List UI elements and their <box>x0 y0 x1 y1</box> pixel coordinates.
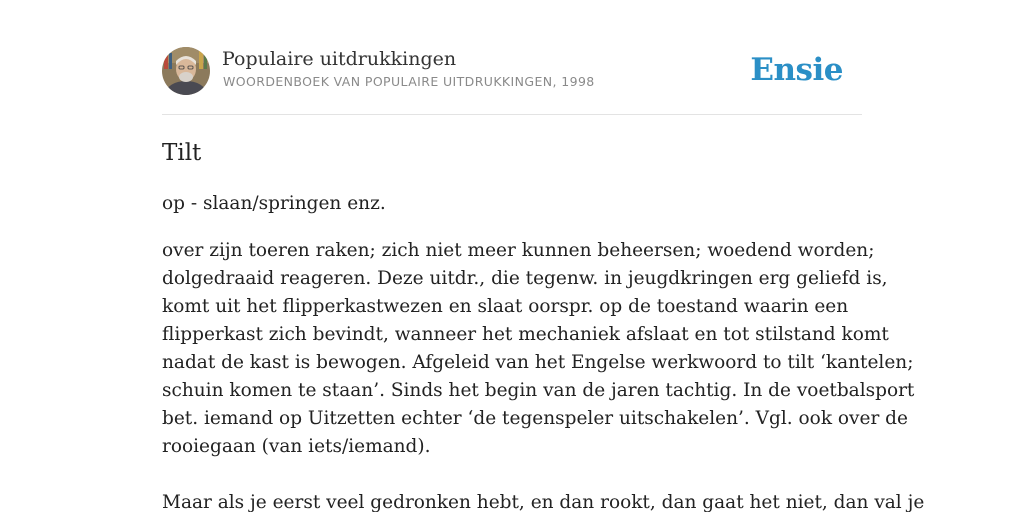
definition-line: nadat de kast is bewogen. Afgeleid van het Engelse werkwoord to tilt ‘kantelen; <box>162 352 914 373</box>
definition-line: komt uit het flipperkastwezen en slaat oorspr. op de toestand waarin een <box>162 296 849 317</box>
definition-line: rooiegaan (van iets/iemand). <box>162 436 431 457</box>
example-line: Maar als je eerst veel gedronken hebt, en dan rookt, dan gaat het niet, dan val je <box>162 492 925 512</box>
definition-line: bet. iemand op Uitzetten echter ‘de tegenspeler uitschakelen’. Vgl. ook over de <box>162 408 908 429</box>
entry-subheading: op - slaan/springen enz. <box>162 193 386 214</box>
paragraph-gap <box>162 461 862 489</box>
source-subtitle[interactable]: WOORDENBOEK VAN POPULAIRE UITDRUKKINGEN, 1998 <box>223 74 595 89</box>
entry-definition <box>162 237 925 512</box>
definition-line: dolgedraaid reageren. Deze uitdr., die tegenw. in jeugdkringen erg geliefd is, <box>162 268 888 289</box>
source-title[interactable]: Populaire uitdrukkingen <box>222 48 457 70</box>
author-portrait-icon[interactable] <box>162 47 210 95</box>
definition-line: over zijn toeren raken; zich niet meer kunnen beheersen; woedend worden; <box>162 240 875 261</box>
source-header <box>162 46 862 115</box>
ensie-logo-link[interactable]: Ensie <box>750 52 843 88</box>
entry-title: Tilt <box>162 140 202 166</box>
definition-line: schuin komen te staan’. Sinds het begin van de jaren tachtig. In de voetbalsport <box>162 380 915 401</box>
definition-line: flipperkast zich bevindt, wanneer het mechaniek afslaat en tot stilstand komt <box>162 324 889 345</box>
